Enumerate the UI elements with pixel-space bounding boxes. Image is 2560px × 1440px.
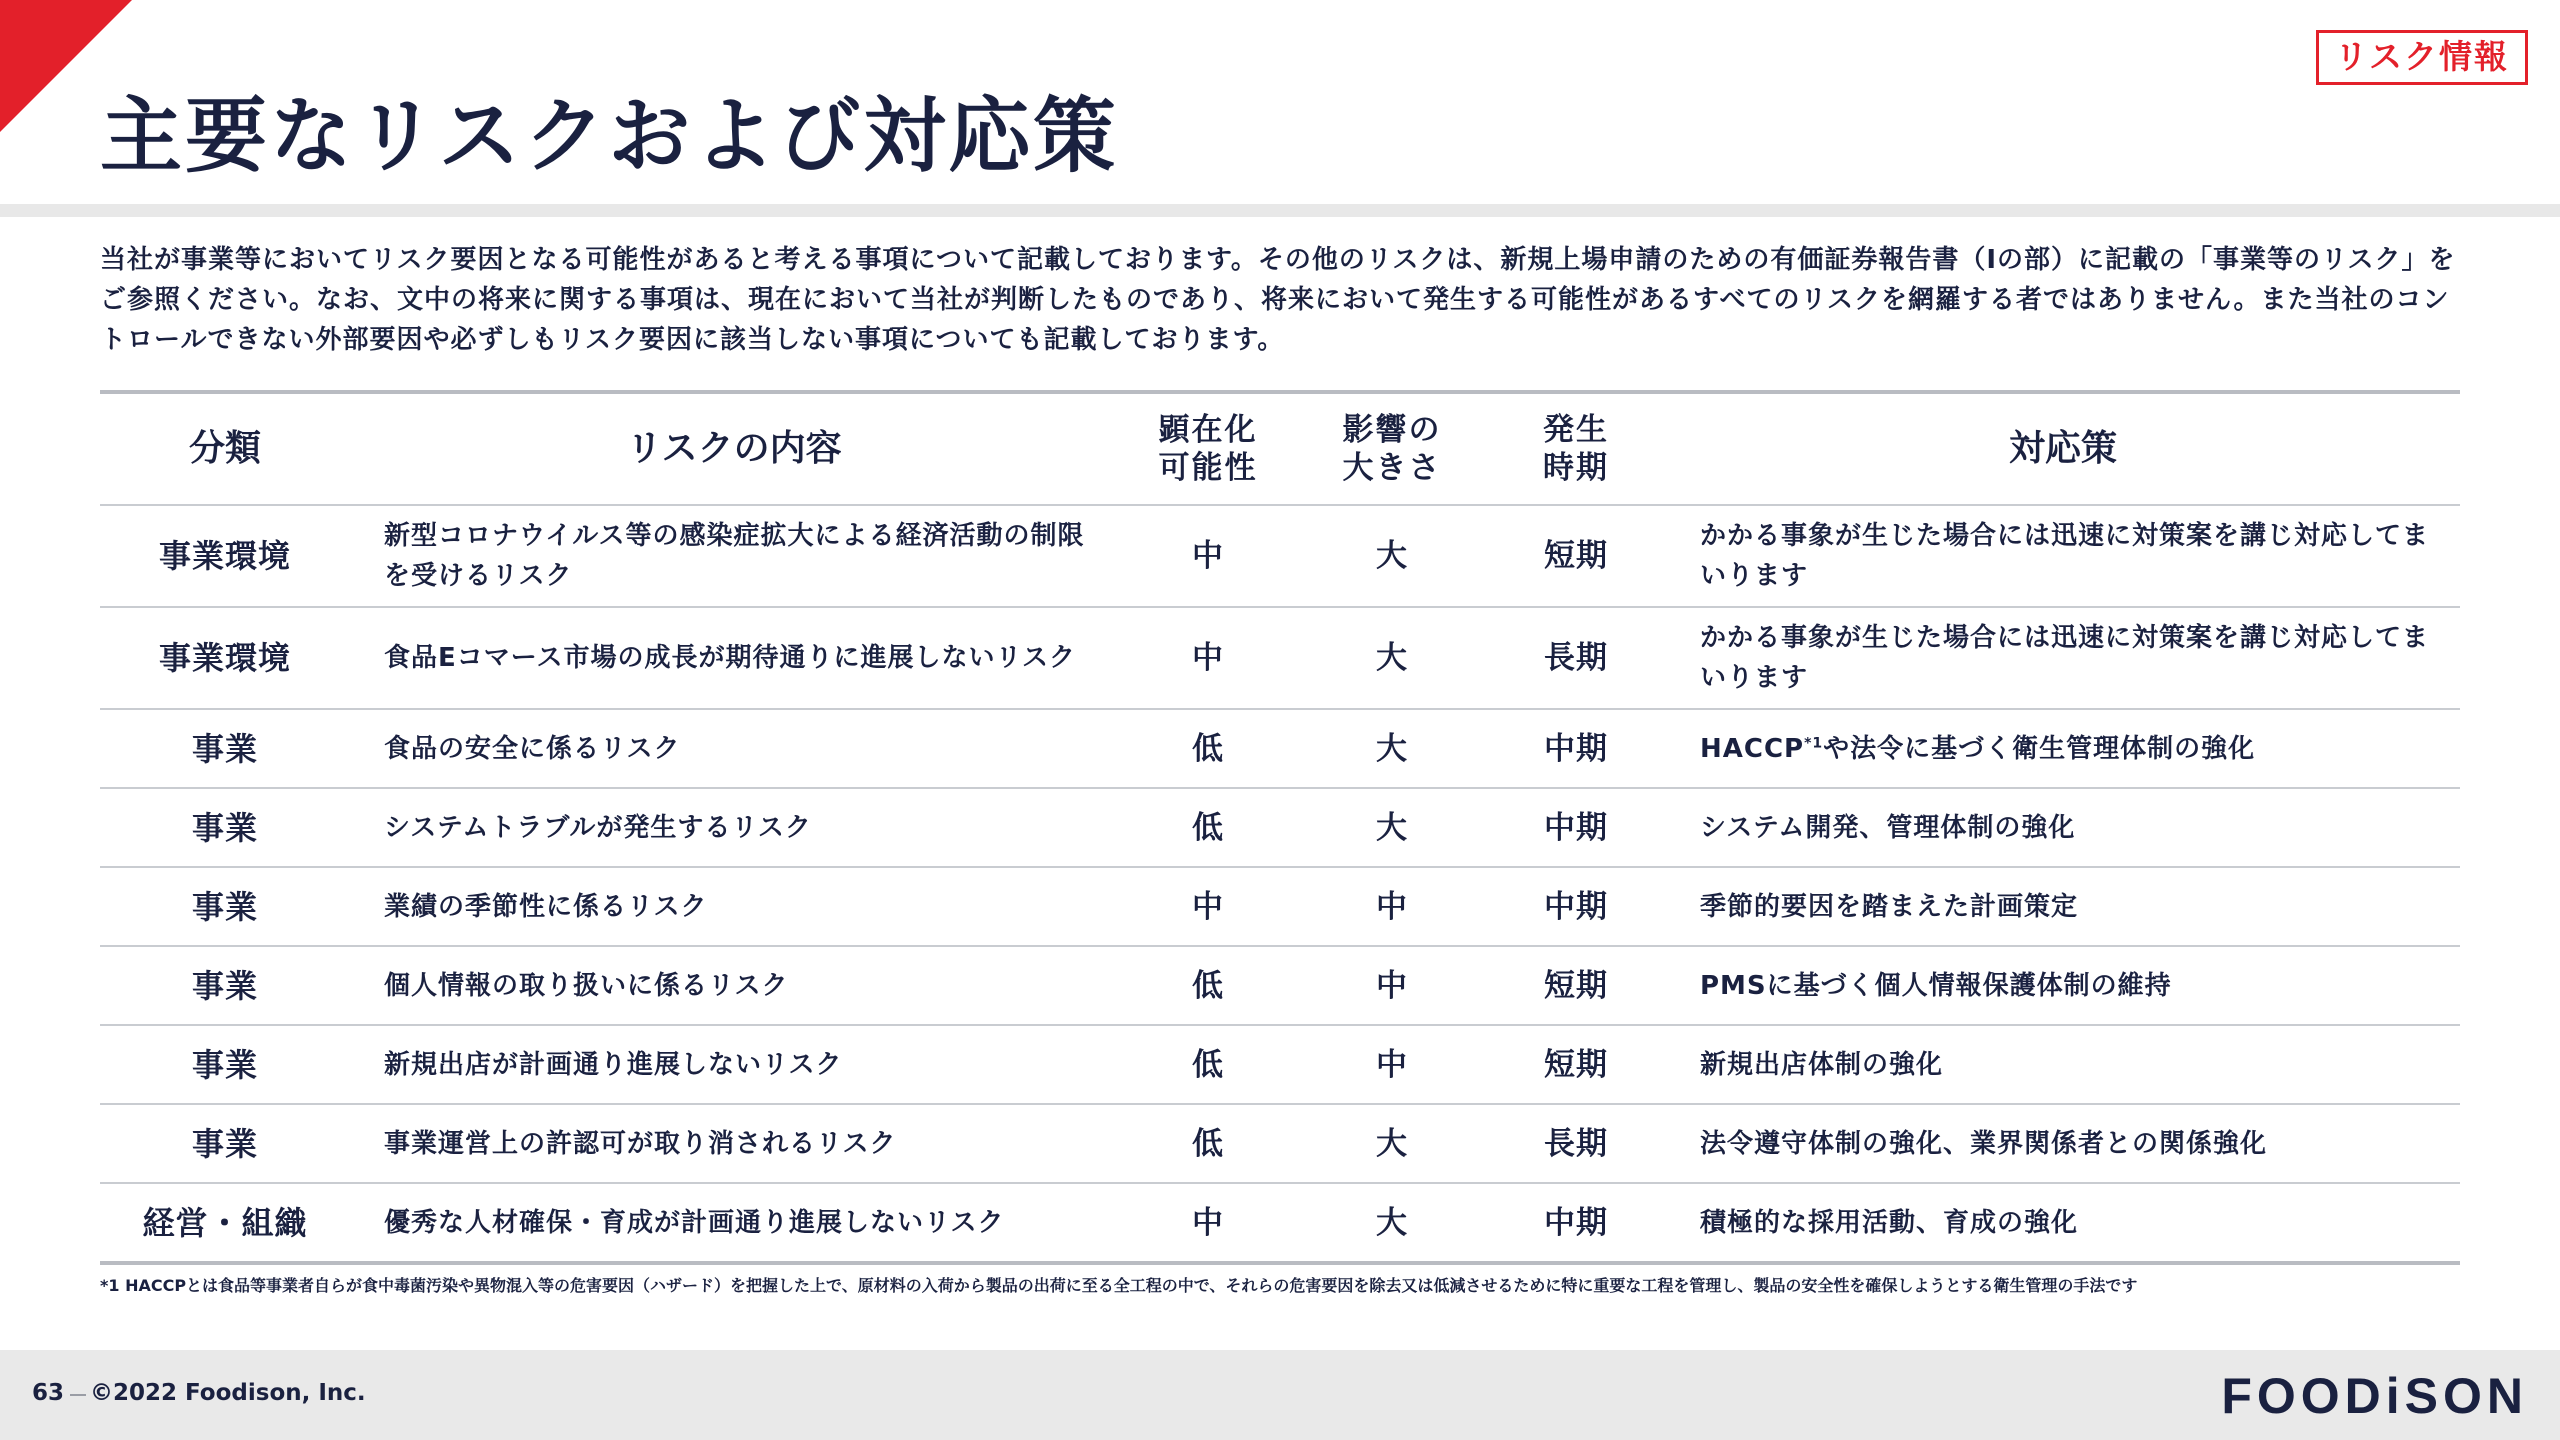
risk-measure: PMSに基づく個人情報保護体制の維持 [1666, 946, 2460, 1025]
risk-content: 新型コロナウイルス等の感染症拡大による経済活動の制限を受けるリスク [350, 505, 1118, 607]
risk-category: 事業 [100, 1025, 350, 1104]
table-row [100, 1025, 2460, 1104]
measure-haccp: HACCP [1700, 733, 1805, 764]
header-impact-line1: 影響の [1342, 412, 1442, 448]
header-likelihood [1118, 392, 1298, 505]
risk-likelihood: 低 [1118, 1104, 1298, 1183]
foodison-logo: FOODiSON [2221, 1368, 2528, 1424]
header-impact-line2: 大きさ [1342, 450, 1442, 486]
risk-likelihood: 低 [1118, 709, 1298, 788]
risk-content: 食品の安全に係るリスク [350, 709, 1118, 788]
risk-category: 事業環境 [100, 505, 350, 607]
risk-measure: 法令遵守体制の強化、業界関係者との関係強化 [1666, 1104, 2460, 1183]
risk-content: 事業運営上の許認可が取り消されるリスク [350, 1104, 1118, 1183]
risk-likelihood: 中 [1118, 867, 1298, 946]
risk-impact: 大 [1298, 709, 1486, 788]
risk-table [100, 390, 2460, 1265]
risk-content: 食品Eコマース市場の成長が期待通りに進展しないリスク [350, 607, 1118, 709]
risk-timing: 長期 [1486, 607, 1666, 709]
risk-timing: 中期 [1544, 1204, 1608, 1241]
risk-measure [1666, 709, 2460, 788]
table-row [100, 607, 2460, 709]
table-row [100, 946, 2460, 1025]
page-number: 63 [32, 1380, 65, 1406]
header-likelihood-line2: 可能性 [1158, 450, 1258, 486]
table-row [100, 709, 2460, 788]
header-impact [1298, 392, 1486, 505]
title-divider [0, 204, 2560, 217]
header-timing-line2: 時期 [1543, 450, 1609, 486]
header-content: リスクの内容 [350, 392, 1118, 505]
risk-impact: 大 [1298, 607, 1486, 709]
risk-category: 事業 [100, 1104, 350, 1183]
risk-measure: システム開発、管理体制の強化 [1666, 788, 2460, 867]
risk-content: 個人情報の取り扱いに係るリスク [350, 946, 1118, 1025]
intro-text: 当社が事業等においてリスク要因となる可能性があると考える事項について記載しております。その他のリスクは、新規上場申請のための有価証券報告書（Ⅰの部）に記載の「事業等のリスク」をご参照ください。なお、文中の将来に関する事項は、現在において当社が判断したものであり、将来において発生する可能性があるすべてのリスクを網羅する者ではありません。また当社のコントロールできない外部要因や必ずしもリスク要因に該当しない事項についても記載しております。 [100, 245, 2456, 355]
header-likelihood-line1: 顕在化 [1158, 412, 1258, 448]
risk-impact: 大 [1376, 1204, 1408, 1241]
risk-content: システムトラブルが発生するリスク [350, 788, 1118, 867]
risk-timing: 中期 [1486, 867, 1666, 946]
risk-impact: 大 [1298, 505, 1486, 607]
risk-category: 事業 [100, 946, 350, 1025]
risk-content: 優秀な人材確保・育成が計画通り進展しないリスク [384, 1207, 1005, 1238]
risk-measure: 季節的要因を踏まえた計画策定 [1666, 867, 2460, 946]
risk-likelihood: 中 [1118, 505, 1298, 607]
footer-separator [70, 1394, 86, 1396]
risk-category: 事業 [100, 867, 350, 946]
footnote-marker: *1 [1804, 734, 1824, 751]
header-timing-line1: 発生 [1543, 412, 1609, 448]
header-measure: 対応策 [1666, 392, 2460, 505]
risk-measure: 新規出店体制の強化 [1666, 1025, 2460, 1104]
table-row [100, 505, 2460, 607]
risk-category: 事業環境 [100, 607, 350, 709]
section-tag: リスク情報 [2316, 30, 2528, 85]
risk-likelihood: 中 [1118, 607, 1298, 709]
risk-category: 経営・組織 [142, 1203, 308, 1242]
risk-timing: 長期 [1486, 1104, 1666, 1183]
table-row [100, 1104, 2460, 1183]
risk-measure: かかる事象が生じた場合には迅速に対策案を講じ対応してまいります [1666, 607, 2460, 709]
risk-likelihood: 低 [1118, 946, 1298, 1025]
copyright: ©2022 Foodison, Inc. [90, 1380, 366, 1406]
risk-likelihood: 低 [1118, 788, 1298, 867]
risk-category: 事業 [100, 709, 350, 788]
risk-impact: 中 [1298, 946, 1486, 1025]
table-row [100, 788, 2460, 867]
table-row [100, 1183, 2460, 1263]
table-header-row [100, 392, 2460, 505]
risk-timing: 短期 [1486, 505, 1666, 607]
risk-timing: 短期 [1486, 946, 1666, 1025]
footer [0, 1350, 2560, 1440]
risk-impact: 中 [1298, 1025, 1486, 1104]
risk-impact: 中 [1298, 867, 1486, 946]
risk-impact: 大 [1298, 788, 1486, 867]
header-category: 分類 [100, 392, 350, 505]
measure-rest: や法令に基づく衛生管理体制の強化 [1823, 733, 2256, 764]
risk-impact: 大 [1298, 1104, 1486, 1183]
risk-measure: 積極的な採用活動、育成の強化 [1700, 1207, 2079, 1238]
risk-content: 新規出店が計画通り進展しないリスク [350, 1025, 1118, 1104]
risk-category: 事業 [100, 788, 350, 867]
table-row [100, 867, 2460, 946]
risk-timing: 中期 [1486, 709, 1666, 788]
footnote: *1 HACCPとは食品等事業者自らが食中毒菌汚染や異物混入等の危害要因（ハザード）を把握した上で、原材料の入荷から製品の出荷に至る全工程の中で、それらの危害要因を除去又は低減させるために特に重要な工程を管理し、製品の安全性を確保しようとする衛生管理の手法です [100, 1276, 2138, 1295]
risk-timing: 短期 [1486, 1025, 1666, 1104]
page-title: 主要なリスクおよび対応策 [100, 89, 1119, 184]
risk-content: 業績の季節性に係るリスク [350, 867, 1118, 946]
risk-measure: かかる事象が生じた場合には迅速に対策案を講じ対応してまいります [1666, 505, 2460, 607]
risk-timing: 中期 [1486, 788, 1666, 867]
risk-likelihood: 中 [1192, 1204, 1224, 1241]
risk-likelihood: 低 [1118, 1025, 1298, 1104]
header-timing [1486, 392, 1666, 505]
